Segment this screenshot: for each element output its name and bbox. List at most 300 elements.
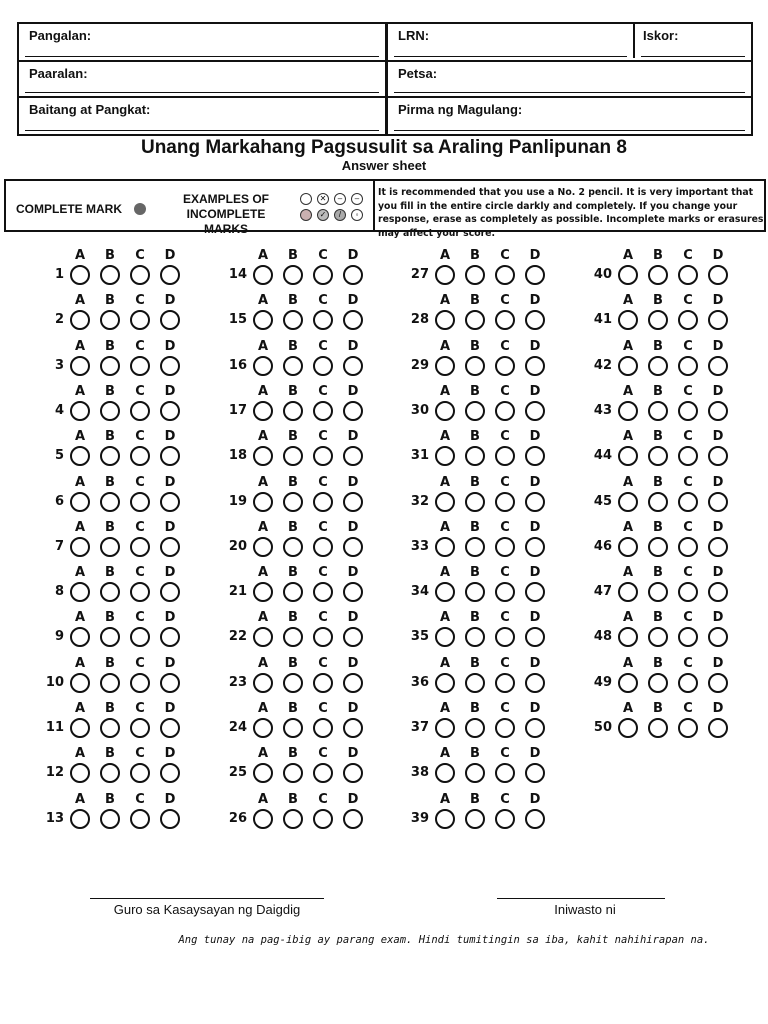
answer-bubble-a[interactable] bbox=[70, 492, 90, 512]
answer-bubble-a[interactable] bbox=[70, 673, 90, 693]
choice-letter: D bbox=[164, 655, 176, 671]
answer-bubble-a[interactable] bbox=[253, 356, 273, 376]
answer-bubble-d[interactable] bbox=[525, 446, 545, 466]
answer-bubble-a[interactable] bbox=[70, 356, 90, 376]
choice-letter: B bbox=[470, 565, 480, 581]
answer-bubble-c[interactable] bbox=[130, 492, 150, 512]
answer-bubble-a[interactable] bbox=[435, 401, 455, 421]
answer-bubble-c[interactable] bbox=[678, 401, 698, 421]
answer-bubble-b[interactable] bbox=[465, 537, 485, 557]
student-info-table bbox=[17, 22, 753, 136]
choice-letter: D bbox=[164, 293, 176, 309]
choice-letter: B bbox=[653, 474, 663, 490]
divider bbox=[373, 181, 375, 230]
answer-bubble-c[interactable] bbox=[130, 718, 150, 738]
question-number: 36 bbox=[410, 674, 429, 690]
answer-bubble-b[interactable] bbox=[648, 582, 668, 602]
choice-letter: C bbox=[500, 429, 510, 445]
instructions-box bbox=[4, 179, 766, 239]
choice-letter: C bbox=[683, 429, 693, 445]
answer-bubble-d[interactable] bbox=[343, 310, 363, 330]
answer-bubble-d[interactable] bbox=[708, 492, 728, 512]
answer-bubble-a[interactable] bbox=[435, 265, 455, 285]
choice-letter: B bbox=[105, 791, 115, 807]
answer-bubble-a[interactable] bbox=[253, 627, 273, 647]
choice-letter: D bbox=[529, 519, 541, 535]
answer-bubble-a[interactable] bbox=[70, 537, 90, 557]
answer-bubble-d[interactable] bbox=[160, 356, 180, 376]
answer-bubble-b[interactable] bbox=[648, 356, 668, 376]
answer-bubble-a[interactable] bbox=[70, 718, 90, 738]
choice-letter: B bbox=[653, 248, 663, 263]
answer-bubble-b[interactable] bbox=[648, 265, 668, 285]
answer-bubble-c[interactable] bbox=[130, 446, 150, 466]
answer-bubble-c[interactable] bbox=[678, 310, 698, 330]
answer-bubble-c[interactable] bbox=[130, 763, 150, 783]
answer-bubble-c[interactable] bbox=[313, 265, 333, 285]
question-number: 29 bbox=[410, 357, 429, 373]
date-label: Petsa: bbox=[398, 66, 438, 81]
answer-bubble-d[interactable] bbox=[708, 627, 728, 647]
answer-bubble-c[interactable] bbox=[130, 401, 150, 421]
answer-bubble-b[interactable] bbox=[283, 446, 303, 466]
answer-bubble-b[interactable] bbox=[648, 627, 668, 647]
answer-bubble-c[interactable] bbox=[678, 627, 698, 647]
answer-bubble-a[interactable] bbox=[253, 673, 273, 693]
answer-bubble-c[interactable] bbox=[130, 673, 150, 693]
answer-bubble-a[interactable] bbox=[70, 265, 90, 285]
answer-bubble-d[interactable] bbox=[708, 265, 728, 285]
answer-bubble-d[interactable] bbox=[708, 356, 728, 376]
answer-bubble-a[interactable] bbox=[253, 582, 273, 602]
answer-bubble-c[interactable] bbox=[130, 627, 150, 647]
choice-letter: C bbox=[318, 610, 328, 626]
choice-letter: C bbox=[135, 655, 145, 671]
x-circle-icon: ✕ bbox=[317, 193, 329, 205]
answer-bubble-d[interactable] bbox=[525, 627, 545, 647]
answer-bubble-b[interactable] bbox=[465, 809, 485, 829]
answer-bubble-a[interactable] bbox=[618, 582, 638, 602]
answer-bubble-b[interactable] bbox=[100, 265, 120, 285]
answer-bubble-c[interactable] bbox=[313, 310, 333, 330]
answer-bubble-d[interactable] bbox=[343, 673, 363, 693]
answer-bubble-a[interactable] bbox=[253, 492, 273, 512]
answer-bubble-a[interactable] bbox=[253, 763, 273, 783]
answer-bubble-a[interactable] bbox=[70, 627, 90, 647]
parent-signature-field[interactable] bbox=[388, 98, 751, 134]
answer-bubble-d[interactable] bbox=[343, 446, 363, 466]
answer-bubble-d[interactable] bbox=[525, 401, 545, 421]
choice-letter: D bbox=[712, 429, 724, 445]
answer-bubble-a[interactable] bbox=[435, 809, 455, 829]
check-circle-icon: ✓ bbox=[317, 209, 329, 221]
choice-letter: C bbox=[135, 519, 145, 535]
answer-bubble-a[interactable] bbox=[253, 310, 273, 330]
answer-bubble-c[interactable] bbox=[313, 492, 333, 512]
answer-bubble-a[interactable] bbox=[435, 310, 455, 330]
choice-letter: A bbox=[622, 474, 634, 490]
choice-letter: D bbox=[347, 610, 359, 626]
question-number: 40 bbox=[593, 267, 612, 282]
answer-bubble-a[interactable] bbox=[435, 718, 455, 738]
choice-letter: B bbox=[653, 429, 663, 445]
answer-bubble-c[interactable] bbox=[495, 356, 515, 376]
choice-letter: B bbox=[105, 429, 115, 445]
answer-bubble-a[interactable] bbox=[435, 446, 455, 466]
question-item bbox=[193, 384, 363, 429]
answer-bubble-a[interactable] bbox=[618, 265, 638, 285]
answer-bubble-d[interactable] bbox=[525, 718, 545, 738]
answer-bubble-a[interactable] bbox=[435, 763, 455, 783]
page-subtitle: Answer sheet bbox=[341, 158, 427, 173]
answer-bubble-d[interactable] bbox=[343, 356, 363, 376]
answer-bubble-d[interactable] bbox=[708, 537, 728, 557]
answer-bubble-b[interactable] bbox=[465, 356, 485, 376]
date-field[interactable] bbox=[388, 62, 751, 96]
choice-letter: A bbox=[622, 519, 634, 535]
answer-bubble-d[interactable] bbox=[525, 763, 545, 783]
answer-bubble-d[interactable] bbox=[525, 492, 545, 512]
answer-bubble-b[interactable] bbox=[283, 310, 303, 330]
choice-letter: C bbox=[500, 791, 510, 807]
answer-bubble-c[interactable] bbox=[313, 401, 333, 421]
answer-bubble-b[interactable] bbox=[283, 763, 303, 783]
choice-letter: A bbox=[622, 610, 634, 626]
answer-bubble-d[interactable] bbox=[525, 673, 545, 693]
choice-letter: B bbox=[288, 746, 298, 762]
answer-bubble-d[interactable] bbox=[160, 537, 180, 557]
answer-bubble-a[interactable] bbox=[253, 809, 273, 829]
answer-bubble-d[interactable] bbox=[160, 446, 180, 466]
answer-bubble-c[interactable] bbox=[495, 446, 515, 466]
choice-letter: D bbox=[712, 248, 724, 263]
answer-bubble-b[interactable] bbox=[283, 401, 303, 421]
answer-bubble-a[interactable] bbox=[435, 537, 455, 557]
answer-bubble-c[interactable] bbox=[130, 265, 150, 285]
answer-bubble-c[interactable] bbox=[495, 809, 515, 829]
answer-bubble-a[interactable] bbox=[435, 492, 455, 512]
answer-bubble-b[interactable] bbox=[283, 537, 303, 557]
question-item bbox=[193, 656, 363, 701]
answer-bubble-b[interactable] bbox=[100, 401, 120, 421]
answer-bubble-b[interactable] bbox=[465, 718, 485, 738]
answer-bubble-d[interactable] bbox=[343, 763, 363, 783]
choice-letter: A bbox=[439, 293, 451, 309]
answer-bubble-d[interactable] bbox=[525, 537, 545, 557]
answer-bubble-a[interactable] bbox=[70, 310, 90, 330]
choice-letter: A bbox=[74, 383, 86, 399]
answer-bubble-c[interactable] bbox=[678, 265, 698, 285]
question-item bbox=[375, 746, 545, 791]
choice-letter: A bbox=[257, 383, 269, 399]
question-number: 5 bbox=[54, 448, 64, 464]
answer-bubble-a[interactable] bbox=[435, 673, 455, 693]
grade-section-field[interactable] bbox=[19, 98, 385, 134]
answer-bubble-a[interactable] bbox=[435, 627, 455, 647]
answer-bubble-b[interactable] bbox=[100, 310, 120, 330]
choice-letter: B bbox=[288, 338, 298, 354]
answer-bubble-b[interactable] bbox=[465, 763, 485, 783]
question-number: 28 bbox=[410, 312, 429, 328]
answer-bubble-b[interactable] bbox=[100, 356, 120, 376]
answer-bubble-c[interactable] bbox=[495, 401, 515, 421]
answer-bubble-a[interactable] bbox=[70, 763, 90, 783]
answer-bubble-a[interactable] bbox=[618, 310, 638, 330]
choice-letter: C bbox=[135, 746, 145, 762]
answer-bubble-d[interactable] bbox=[708, 401, 728, 421]
answer-bubble-c[interactable] bbox=[313, 718, 333, 738]
answer-bubble-b[interactable] bbox=[100, 673, 120, 693]
choice-letter: A bbox=[439, 248, 451, 263]
answer-bubble-d[interactable] bbox=[525, 809, 545, 829]
answer-bubble-c[interactable] bbox=[313, 627, 333, 647]
question-number: 7 bbox=[54, 538, 64, 554]
answer-bubble-c[interactable] bbox=[130, 582, 150, 602]
choice-letter: A bbox=[257, 791, 269, 807]
answer-bubble-b[interactable] bbox=[465, 446, 485, 466]
choice-letter: B bbox=[470, 519, 480, 535]
answer-bubble-d[interactable] bbox=[343, 627, 363, 647]
answer-bubble-d[interactable] bbox=[525, 265, 545, 285]
answer-bubble-b[interactable] bbox=[100, 809, 120, 829]
answer-bubble-c[interactable] bbox=[495, 718, 515, 738]
answer-bubble-c[interactable] bbox=[313, 446, 333, 466]
answer-bubble-c[interactable] bbox=[313, 537, 333, 557]
choice-letter: B bbox=[105, 248, 115, 263]
answer-bubble-d[interactable] bbox=[343, 492, 363, 512]
name-field[interactable] bbox=[19, 24, 385, 60]
answer-bubble-b[interactable] bbox=[100, 537, 120, 557]
choice-letter: D bbox=[712, 655, 724, 671]
choice-letter: B bbox=[470, 429, 480, 445]
choice-letter: A bbox=[74, 791, 86, 807]
answer-bubble-a[interactable] bbox=[618, 492, 638, 512]
answer-bubble-b[interactable] bbox=[465, 627, 485, 647]
answer-bubble-c[interactable] bbox=[313, 356, 333, 376]
answer-bubble-b[interactable] bbox=[283, 492, 303, 512]
answer-bubble-c[interactable] bbox=[495, 763, 515, 783]
answer-bubble-b[interactable] bbox=[648, 310, 668, 330]
answer-bubble-d[interactable] bbox=[708, 673, 728, 693]
choice-letter: D bbox=[529, 701, 541, 716]
answer-bubble-a[interactable] bbox=[70, 582, 90, 602]
answer-bubble-a[interactable] bbox=[435, 582, 455, 602]
answer-bubble-a[interactable] bbox=[70, 446, 90, 466]
answer-bubble-a[interactable] bbox=[70, 401, 90, 421]
question-item bbox=[10, 746, 180, 791]
choice-letter: D bbox=[712, 565, 724, 581]
answer-bubble-b[interactable] bbox=[283, 627, 303, 647]
choice-letter: A bbox=[439, 746, 451, 762]
answer-bubble-d[interactable] bbox=[160, 310, 180, 330]
answer-bubble-a[interactable] bbox=[253, 401, 273, 421]
answer-bubble-c[interactable] bbox=[495, 673, 515, 693]
answer-bubble-d[interactable] bbox=[160, 401, 180, 421]
answer-bubble-c[interactable] bbox=[130, 809, 150, 829]
answer-bubble-d[interactable] bbox=[160, 673, 180, 693]
answer-bubble-d[interactable] bbox=[343, 401, 363, 421]
question-item bbox=[558, 610, 728, 655]
answer-bubble-c[interactable] bbox=[495, 310, 515, 330]
answer-bubble-b[interactable] bbox=[465, 265, 485, 285]
answer-bubble-c[interactable] bbox=[313, 809, 333, 829]
answer-bubble-b[interactable] bbox=[648, 718, 668, 738]
answer-bubble-d[interactable] bbox=[343, 718, 363, 738]
answer-bubble-a[interactable] bbox=[253, 718, 273, 738]
choice-letter: A bbox=[257, 655, 269, 671]
answer-bubble-c[interactable] bbox=[495, 582, 515, 602]
choice-letter: C bbox=[500, 338, 510, 354]
question-item bbox=[558, 248, 728, 293]
question-number: 39 bbox=[410, 810, 429, 826]
question-item bbox=[10, 384, 180, 429]
question-number: 35 bbox=[410, 629, 429, 645]
answer-bubble-c[interactable] bbox=[313, 582, 333, 602]
choice-letter: B bbox=[470, 293, 480, 309]
answer-bubble-a[interactable] bbox=[618, 673, 638, 693]
choice-letter: A bbox=[439, 701, 451, 716]
choice-letter: A bbox=[622, 383, 634, 399]
answer-bubble-d[interactable] bbox=[525, 356, 545, 376]
answer-bubble-c[interactable] bbox=[678, 446, 698, 466]
answer-bubble-b[interactable] bbox=[465, 582, 485, 602]
answer-bubble-a[interactable] bbox=[435, 356, 455, 376]
answer-bubble-d[interactable] bbox=[525, 310, 545, 330]
answer-bubble-c[interactable] bbox=[130, 537, 150, 557]
answer-bubble-d[interactable] bbox=[525, 582, 545, 602]
choice-letter: A bbox=[74, 610, 86, 626]
question-number: 27 bbox=[410, 267, 429, 282]
lrn-label: LRN: bbox=[398, 28, 430, 43]
score-field[interactable] bbox=[635, 24, 751, 60]
filled-circle-icon bbox=[134, 203, 146, 215]
answer-bubble-b[interactable] bbox=[100, 718, 120, 738]
answer-bubble-b[interactable] bbox=[648, 537, 668, 557]
choice-letter: D bbox=[347, 474, 359, 490]
answer-bubble-d[interactable] bbox=[708, 718, 728, 738]
answer-bubble-b[interactable] bbox=[648, 446, 668, 466]
choice-letter: A bbox=[74, 429, 86, 445]
answer-bubble-a[interactable] bbox=[618, 401, 638, 421]
answer-bubble-d[interactable] bbox=[160, 718, 180, 738]
answer-bubble-b[interactable] bbox=[283, 582, 303, 602]
answer-bubble-c[interactable] bbox=[678, 718, 698, 738]
answer-bubble-a[interactable] bbox=[618, 627, 638, 647]
lrn-field[interactable] bbox=[388, 24, 633, 60]
answer-bubble-d[interactable] bbox=[343, 582, 363, 602]
question-item bbox=[558, 565, 728, 610]
answer-bubble-a[interactable] bbox=[70, 809, 90, 829]
choice-letter: B bbox=[288, 791, 298, 807]
answer-bubble-d[interactable] bbox=[708, 310, 728, 330]
question-number: 21 bbox=[228, 584, 247, 600]
question-number: 1 bbox=[54, 267, 64, 282]
answer-bubble-d[interactable] bbox=[343, 265, 363, 285]
answer-bubble-b[interactable] bbox=[100, 492, 120, 512]
answer-bubble-b[interactable] bbox=[283, 809, 303, 829]
answer-bubble-b[interactable] bbox=[648, 401, 668, 421]
school-field[interactable] bbox=[19, 62, 385, 96]
question-number: 14 bbox=[228, 267, 247, 282]
answer-bubble-b[interactable] bbox=[648, 492, 668, 512]
answer-bubble-d[interactable] bbox=[343, 809, 363, 829]
answer-bubble-c[interactable] bbox=[313, 763, 333, 783]
answer-bubble-c[interactable] bbox=[678, 356, 698, 376]
answer-bubble-b[interactable] bbox=[465, 673, 485, 693]
question-number: 13 bbox=[45, 810, 64, 826]
answer-bubble-d[interactable] bbox=[160, 627, 180, 647]
answer-bubble-d[interactable] bbox=[160, 763, 180, 783]
empty-circle-icon bbox=[300, 193, 312, 205]
choice-letter: C bbox=[318, 519, 328, 535]
answer-bubble-a[interactable] bbox=[618, 446, 638, 466]
answer-bubble-c[interactable] bbox=[495, 537, 515, 557]
answer-bubble-b[interactable] bbox=[100, 582, 120, 602]
choice-letter: D bbox=[347, 655, 359, 671]
answer-bubble-b[interactable] bbox=[465, 492, 485, 512]
choice-letter: C bbox=[683, 248, 693, 263]
answer-bubble-a[interactable] bbox=[618, 537, 638, 557]
answer-bubble-a[interactable] bbox=[618, 718, 638, 738]
answer-bubble-d[interactable] bbox=[160, 809, 180, 829]
choice-letter: D bbox=[529, 746, 541, 762]
answer-bubble-a[interactable] bbox=[253, 265, 273, 285]
answer-bubble-b[interactable] bbox=[283, 265, 303, 285]
answer-bubble-d[interactable] bbox=[160, 582, 180, 602]
answer-bubble-d[interactable] bbox=[708, 446, 728, 466]
answer-bubble-c[interactable] bbox=[678, 492, 698, 512]
question-item bbox=[193, 475, 363, 520]
choice-letter: A bbox=[622, 701, 634, 716]
answer-bubble-b[interactable] bbox=[100, 627, 120, 647]
question-item bbox=[375, 475, 545, 520]
answer-bubble-a[interactable] bbox=[253, 537, 273, 557]
choice-letter: C bbox=[318, 338, 328, 354]
answer-bubble-a[interactable] bbox=[618, 356, 638, 376]
answer-bubble-c[interactable] bbox=[678, 673, 698, 693]
choice-letter: A bbox=[439, 655, 451, 671]
answer-bubble-b[interactable] bbox=[100, 446, 120, 466]
question-number: 30 bbox=[410, 402, 429, 418]
answer-bubble-b[interactable] bbox=[283, 673, 303, 693]
answer-bubble-c[interactable] bbox=[130, 310, 150, 330]
answer-bubble-d[interactable] bbox=[708, 582, 728, 602]
question-number: 11 bbox=[45, 720, 64, 735]
answer-bubble-c[interactable] bbox=[678, 537, 698, 557]
answer-bubble-d[interactable] bbox=[160, 265, 180, 285]
answer-bubble-d[interactable] bbox=[343, 537, 363, 557]
answer-bubble-b[interactable] bbox=[465, 310, 485, 330]
answer-bubble-c[interactable] bbox=[678, 582, 698, 602]
answer-bubble-c[interactable] bbox=[495, 627, 515, 647]
answer-bubble-c[interactable] bbox=[130, 356, 150, 376]
answer-bubble-c[interactable] bbox=[495, 265, 515, 285]
answer-bubble-b[interactable] bbox=[648, 673, 668, 693]
question-item bbox=[10, 248, 180, 293]
answer-bubble-d[interactable] bbox=[160, 492, 180, 512]
answer-bubble-c[interactable] bbox=[495, 492, 515, 512]
answer-bubble-a[interactable] bbox=[253, 446, 273, 466]
answer-bubble-b[interactable] bbox=[283, 718, 303, 738]
answer-bubble-b[interactable] bbox=[465, 401, 485, 421]
choice-letter: D bbox=[164, 474, 176, 490]
choice-letter: C bbox=[683, 474, 693, 490]
answer-bubble-b[interactable] bbox=[283, 356, 303, 376]
answer-bubble-b[interactable] bbox=[100, 763, 120, 783]
choice-letter: A bbox=[74, 474, 86, 490]
choice-letter: D bbox=[529, 655, 541, 671]
answer-bubble-c[interactable] bbox=[313, 673, 333, 693]
